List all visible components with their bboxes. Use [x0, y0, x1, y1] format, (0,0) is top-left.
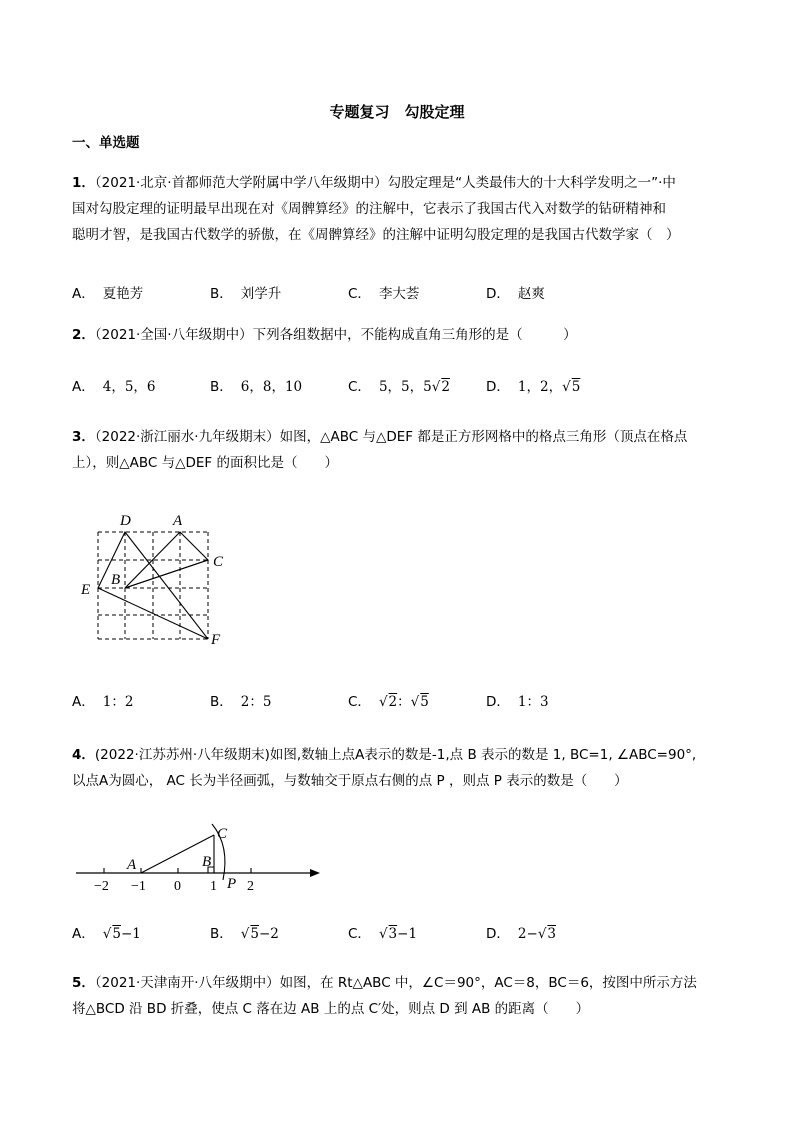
- option-a[interactable]: A． 1：2: [72, 694, 134, 710]
- option-c[interactable]: C． 李大荟: [348, 286, 420, 302]
- label-c: C: [213, 554, 224, 570]
- label-a: A: [173, 513, 183, 529]
- sqrt-symbol: √2: [378, 694, 398, 710]
- question-2-options: [72, 375, 722, 395]
- question-2-line-1: 2．（2021·全国·八年级期中）下列各组数据中，不能构成直角三角形的是（ ）: [72, 327, 577, 343]
- question-5-number: 5．: [72, 975, 95, 991]
- option-b[interactable]: B． 刘学升: [210, 286, 282, 302]
- question-5: [72, 970, 732, 1022]
- question-1-line-3: 聪明才智，是我国古代数学的骄傲，在《周髀算经》的注解中证明勾股定理的是我国古代数学家（ ）: [72, 227, 680, 243]
- number-line-figure: [74, 818, 326, 894]
- question-3: [72, 424, 732, 476]
- sqrt-symbol: √3: [537, 926, 557, 942]
- question-5-line-2: 将△BCD 沿 BD 折叠，使点 C 落在边 AB 上的点 C′处，则点 D 到 AB 的距离（ ）: [72, 1001, 590, 1017]
- label-b: B: [111, 572, 121, 588]
- label-c: C: [217, 826, 228, 842]
- segment-bc: [125, 560, 208, 588]
- label-f: F: [211, 632, 221, 648]
- label-d: D: [120, 513, 131, 529]
- question-1-line-1: 1．（2021·北京·首都师范大学附属中学八年级期中）勾股定理是“人类最伟大的十大科学发明之一”·中: [72, 175, 676, 191]
- question-4-line-2: 以点A为圆心， AC 长为半径画弧，与数轴交于原点右侧的点 P ，则点 P 表示的数是（ ）: [72, 773, 628, 789]
- question-2: [72, 322, 732, 348]
- label-e: E: [81, 582, 91, 598]
- page-title: 专题复习 勾股定理: [329, 103, 465, 121]
- question-5-line-1: 5．（2021·天津南开·八年级期中）如图，在 Rt△ABC 中，∠C＝90°，AC＝8，BC＝6，按图中所示方法: [72, 975, 697, 991]
- tick-minus-2: −2: [94, 879, 109, 894]
- question-3-number: 3．: [72, 429, 95, 445]
- sqrt-symbol: √5: [562, 379, 581, 395]
- option-a[interactable]: A． 夏艳芳: [72, 286, 144, 302]
- option-d[interactable]: D． 2−√3: [486, 926, 557, 942]
- tick-minus-1: −1: [131, 879, 146, 894]
- axis-arrow: [310, 869, 320, 877]
- question-2-number: 2．: [72, 327, 95, 343]
- grid-triangle-figure: [74, 508, 234, 648]
- option-b[interactable]: B． 2：5: [210, 694, 272, 710]
- option-c[interactable]: C． 5，5，5√2: [348, 379, 450, 395]
- tick-1: 1: [210, 879, 217, 894]
- tick-2: 2: [247, 879, 254, 894]
- question-1-line-2: 国对勾股定理的证明最早出现在对《周髀算经》的注解中，它表示了我国古代入对数学的钻研精神和: [72, 201, 666, 217]
- question-1-options: [72, 282, 722, 302]
- option-d[interactable]: D． 1，2，√5: [486, 379, 581, 395]
- question-3-options: [72, 690, 722, 710]
- option-a[interactable]: A． √5−1: [72, 926, 141, 942]
- sqrt-symbol: √5: [410, 694, 429, 710]
- label-b: B: [202, 854, 212, 870]
- sqrt-symbol: √5: [240, 926, 259, 942]
- label-a: A: [127, 857, 137, 873]
- question-3-line-2: 上），则△ABC 与△DEF 的面积比是（ ）: [72, 455, 338, 471]
- question-1: [72, 170, 732, 248]
- triangle-abc: [125, 532, 208, 588]
- option-a[interactable]: A． 4，5，6: [72, 379, 156, 395]
- option-c[interactable]: C． √3−1: [348, 926, 418, 942]
- sqrt-symbol: √5: [102, 926, 121, 942]
- option-b[interactable]: B． √5−2: [210, 926, 279, 942]
- question-4: [72, 742, 732, 794]
- option-d[interactable]: D． 赵爽: [486, 286, 545, 302]
- sqrt-symbol: √3: [378, 926, 398, 942]
- tick-0: 0: [174, 879, 181, 894]
- option-c[interactable]: C． √2：√5: [348, 694, 429, 710]
- option-b[interactable]: B． 6，8，10: [210, 379, 303, 395]
- question-4-line-1: 4．(2022·江苏苏州·八年级期末)如图,数轴上点A表示的数是-1,点 B 表示的数是 1, BC=1, ∠ABC=90°,: [72, 747, 697, 763]
- question-3-line-1: 3．（2022·浙江丽水·九年级期末）如图，△ABC 与△DEF 都是正方形网格中的格点三角形（顶点在格点: [72, 429, 688, 445]
- section-heading: 一、单选题: [72, 135, 140, 151]
- question-1-number: 1．: [72, 175, 95, 191]
- option-d[interactable]: D． 1：3: [486, 694, 549, 710]
- sqrt-symbol: √2: [431, 379, 450, 395]
- question-4-options: [72, 922, 722, 942]
- label-p: P: [227, 876, 237, 892]
- question-4-number: 4．: [72, 747, 95, 763]
